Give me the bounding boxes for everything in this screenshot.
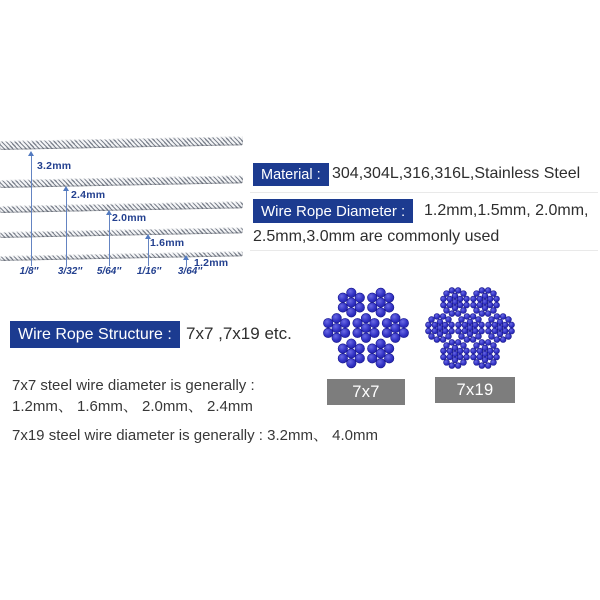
diameter-callout: 1.6mm xyxy=(150,237,185,249)
note-7x7-line1: 7x7 steel wire diameter is generally : xyxy=(12,377,255,394)
dimension-arrow-icon xyxy=(66,188,67,266)
material-tag: Material : xyxy=(253,163,329,186)
rope-photo-2.0mm xyxy=(0,201,243,213)
diameter-callout: 2.4mm xyxy=(71,189,106,201)
divider xyxy=(250,192,598,193)
inch-callout: 5/64″ xyxy=(96,266,122,277)
dimension-arrow-icon xyxy=(109,212,110,266)
structure-value: 7x7 ,7x19 etc. xyxy=(186,324,292,343)
note-7x7-line2: 1.2mm、 1.6mm、 2.0mm、 2.4mm xyxy=(12,398,253,415)
dimension-arrow-icon xyxy=(31,153,32,266)
inch-callout: 3/64″ xyxy=(177,266,203,277)
rope-photo-1.6mm xyxy=(0,227,243,238)
cross-section-7x7-diagram xyxy=(320,282,412,374)
diameter-value-line1: 1.2mm,1.5mm, 2.0mm, xyxy=(424,202,589,219)
diameter-callout: 2.0mm xyxy=(112,212,147,224)
structure-tag: Wire Rope Structure : xyxy=(10,321,180,348)
diameter-callout: 1.2mm xyxy=(194,257,229,269)
inch-callout: 1/16″ xyxy=(136,266,162,277)
inch-callout: 1/8″ xyxy=(19,266,39,277)
cross-section-7x19-diagram xyxy=(423,281,517,375)
cross-section-label-7x7: 7x7 xyxy=(327,379,405,405)
diameter-callout: 3.2mm xyxy=(37,160,72,172)
cross-section-label-7x19: 7x19 xyxy=(435,377,515,403)
material-value: 304,304L,316,316L,Stainless Steel xyxy=(332,165,581,182)
inch-callout: 3/32″ xyxy=(57,266,83,277)
dimension-arrow-icon xyxy=(186,257,187,266)
dimension-arrow-icon xyxy=(148,236,149,266)
diameter-value-line2: 2.5mm,3.0mm are commonly used xyxy=(253,228,500,245)
divider xyxy=(250,250,598,251)
rope-photo-3.2mm xyxy=(0,136,243,150)
note-7x19-line1: 7x19 steel wire diameter is generally : 3.2mm、 4.0mm xyxy=(12,427,378,444)
diameter-tag: Wire Rope Diameter : xyxy=(253,199,413,223)
rope-photo-2.4mm xyxy=(0,175,243,188)
